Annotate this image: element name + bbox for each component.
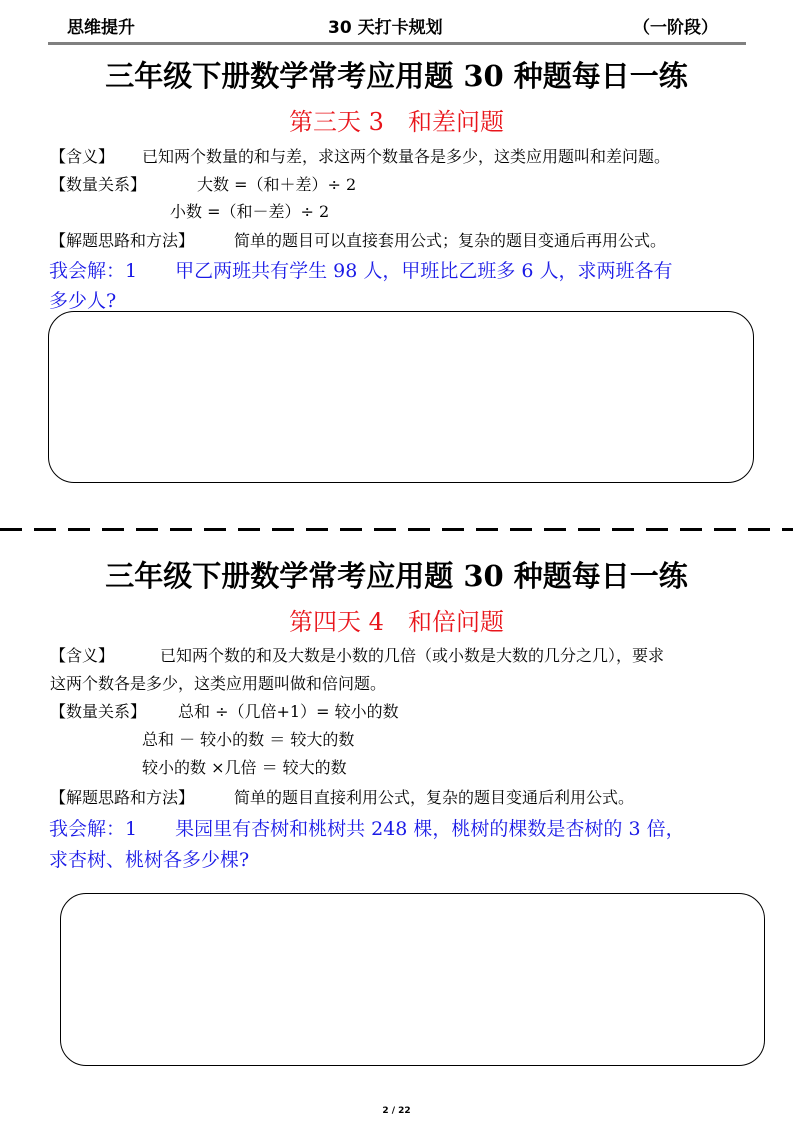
relation-line: 小数 =（和－差）÷ 2 (170, 202, 330, 221)
method-label: 【解题思路和方法】 (50, 788, 195, 807)
relation-line: 较小的数 ×几倍 ＝ 较大的数 (142, 758, 347, 777)
section-title: 三年级下册数学常考应用题 30 种题每日一练 (105, 559, 688, 593)
method-label: 【解题思路和方法】 (50, 231, 195, 250)
header-rule (48, 42, 746, 45)
section-title: 三年级下册数学常考应用题 30 种题每日一练 (105, 59, 688, 93)
meaning-label: 【含义】 (50, 646, 115, 665)
relation-label: 【数量关系】 (50, 702, 147, 721)
method-text: 简单的题目可以直接套用公式；复杂的题目变通后再用公式。 (234, 231, 667, 250)
relation-line: 大数 =（和＋差）÷ 2 (197, 175, 357, 194)
day-heading: 第三天 3 和差问题 (289, 108, 504, 136)
question-text: 我会解：1 果园里有杏树和桃树共 248 棵，桃树的棵数是杏树的 3 倍， (49, 818, 685, 840)
relation-line: 总和 ÷（几倍+1）= 较小的数 (178, 702, 399, 721)
question-text: 我会解：1 甲乙两班共有学生 98 人，甲班比乙班多 6 人，求两班各有 (49, 260, 673, 282)
meaning-label: 【含义】 (50, 147, 115, 166)
day-heading: 第四天 4 和倍问题 (289, 608, 504, 636)
answer-box[interactable] (48, 311, 754, 483)
answer-box[interactable] (60, 893, 765, 1066)
page-number: 2 / 22 (382, 1106, 411, 1116)
question-text-cont: 多少人? (49, 290, 117, 312)
header-left: 思维提升 (67, 18, 135, 38)
header-right: （一阶段） (633, 18, 718, 38)
method-text: 简单的题目直接利用公式，复杂的题目变通后利用公式。 (234, 788, 635, 807)
header-center: 30 天打卡规划 (328, 18, 443, 38)
meaning-text-cont: 这两个数各是多少，这类应用题叫做和倍问题。 (50, 674, 387, 693)
meaning-text: 已知两个数的和及大数是小数的几倍（或小数是大数的几分之几），要求 (160, 646, 665, 665)
relation-label: 【数量关系】 (50, 175, 147, 194)
relation-line: 总和 － 较小的数 ＝ 较大的数 (142, 730, 355, 749)
cut-line (0, 528, 793, 531)
meaning-text: 已知两个数量的和与差，求这两个数量各是多少，这类应用题叫和差问题。 (142, 147, 671, 166)
question-text-cont: 求杏树、桃树各多少棵? (49, 849, 250, 871)
